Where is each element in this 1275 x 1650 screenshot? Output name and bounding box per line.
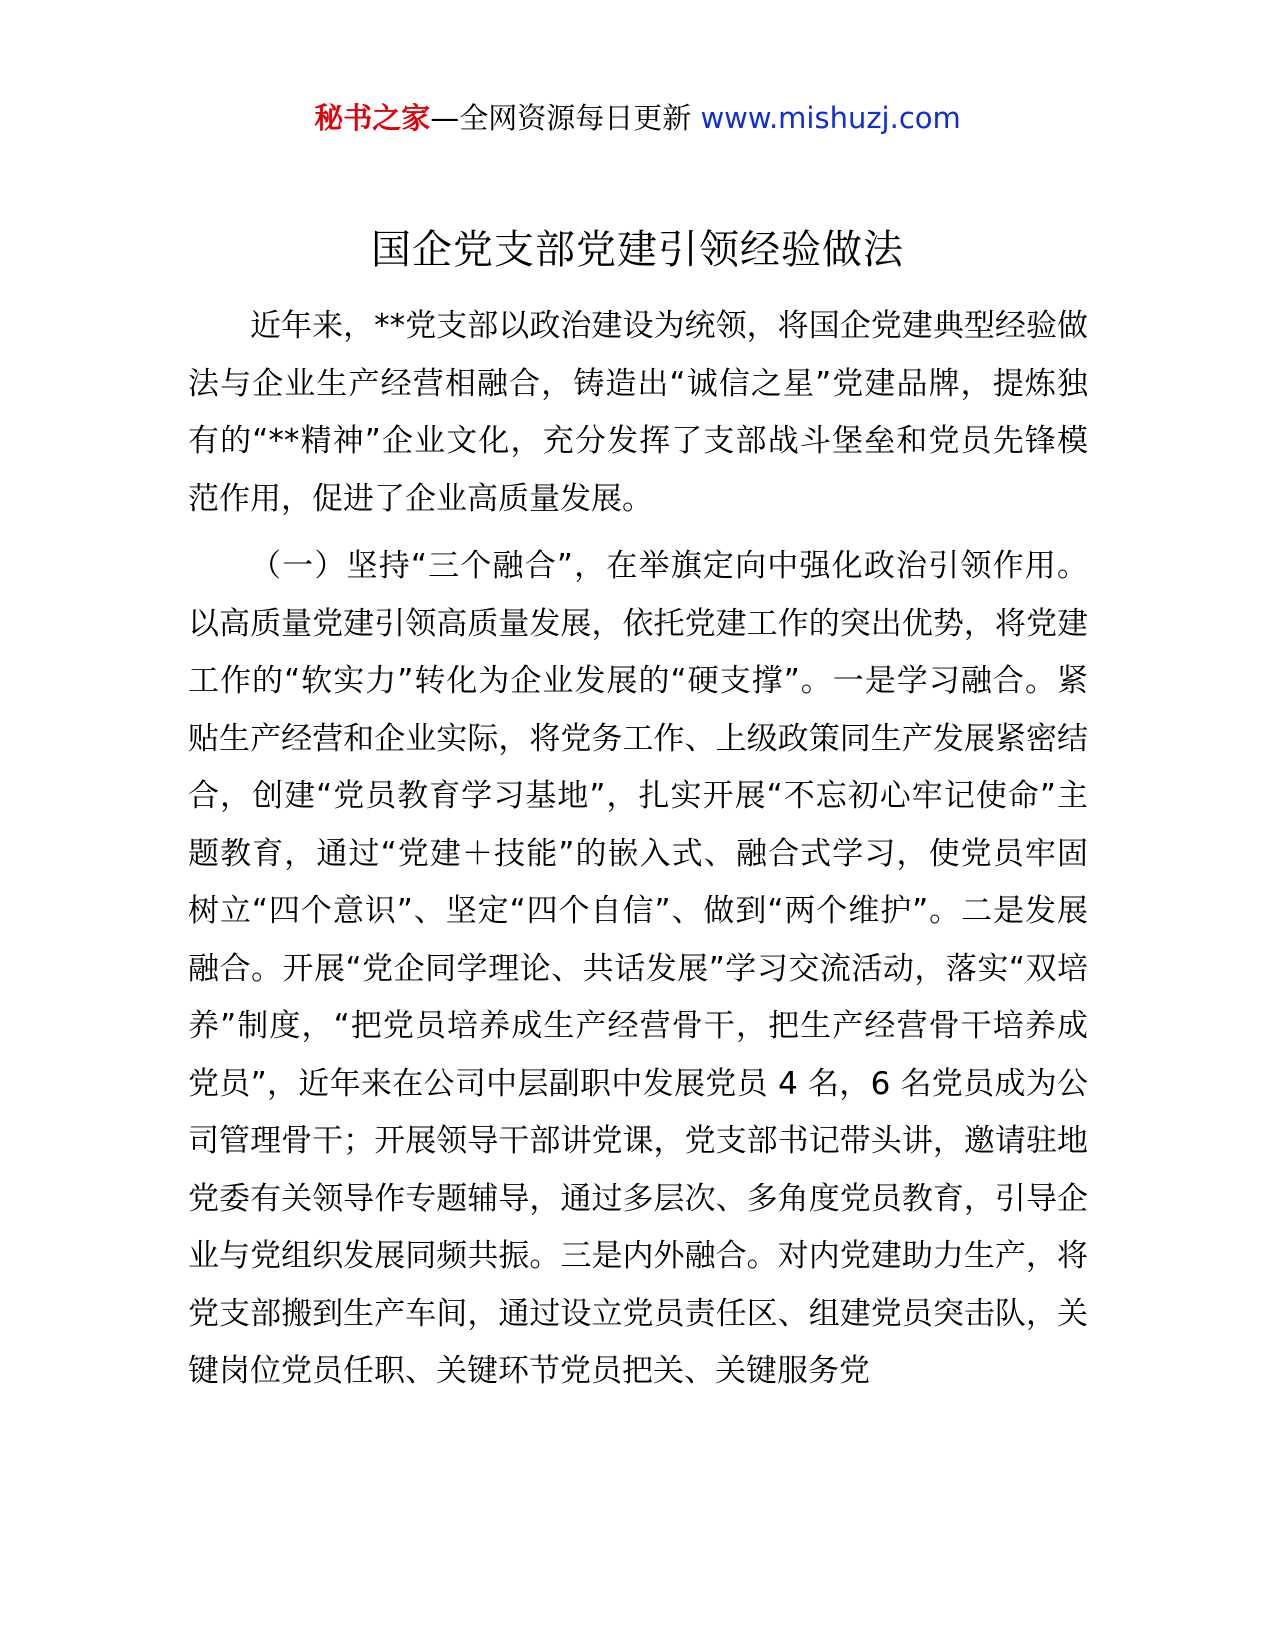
site-url-link[interactable]: www.mishuzj.com	[700, 101, 961, 135]
site-header	[0, 98, 1275, 138]
paragraph-section-one: （一）坚持“三个融合”，在举旗定向中强化政治引领作用。以高质量党建引领高质量发展，依托党建工作的突出优势，将党建工作的“软实力”转化为企业发展的“硬支撑”。一是学习融合。紧贴生产经营和企业实际，将党务工作、上级政策同生产发展紧密结合，创建“党员教育学习基地”，扎实开展“不忘初心牢记使命”主题教育，通过“党建＋技能”的嵌入式、融合式学习，使党员牢固树立“四个意识”、坚定“四个自信”、做到“两个维护”。二是发展融合。开展“党企同学理论、共话发展”学习交流活动，落实“双培养”制度，“把党员培养成生产经营骨干，把生产经营骨干培养成党员”，近年来在公司中层副职中发展党员 4 名，6 名党员成为公司管理骨干；开展领导干部讲党课，党支部书记带头讲，邀请驻地党委有关领导作专题辅导，通过多层次、多角度党员教育，引导企业与党组织发展同频共振。三是内外融合。对内党建助力生产，将党支部搬到生产车间，通过设立党员责任区、组建党员突击队，关键岗位党员任职、关键环节党员把关、关键服务党	[188, 548, 1088, 1389]
document-title: 国企党支部党建引领经验做法	[371, 227, 904, 273]
site-brand: 秘书之家	[314, 101, 431, 135]
site-tagline: —全网资源每日更新	[430, 101, 692, 135]
paragraph-intro: 近年来，**党支部以政治建设为统领，将国企党建典型经验做法与企业生产经营相融合，铸造出“诚信之星”党建品牌，提炼独有的“**精神”企业文化，充分发挥了支部战斗堡垒和党员先锋模范作用，促进了企业高质量发展。	[188, 308, 1088, 517]
document-body	[188, 298, 1088, 1401]
